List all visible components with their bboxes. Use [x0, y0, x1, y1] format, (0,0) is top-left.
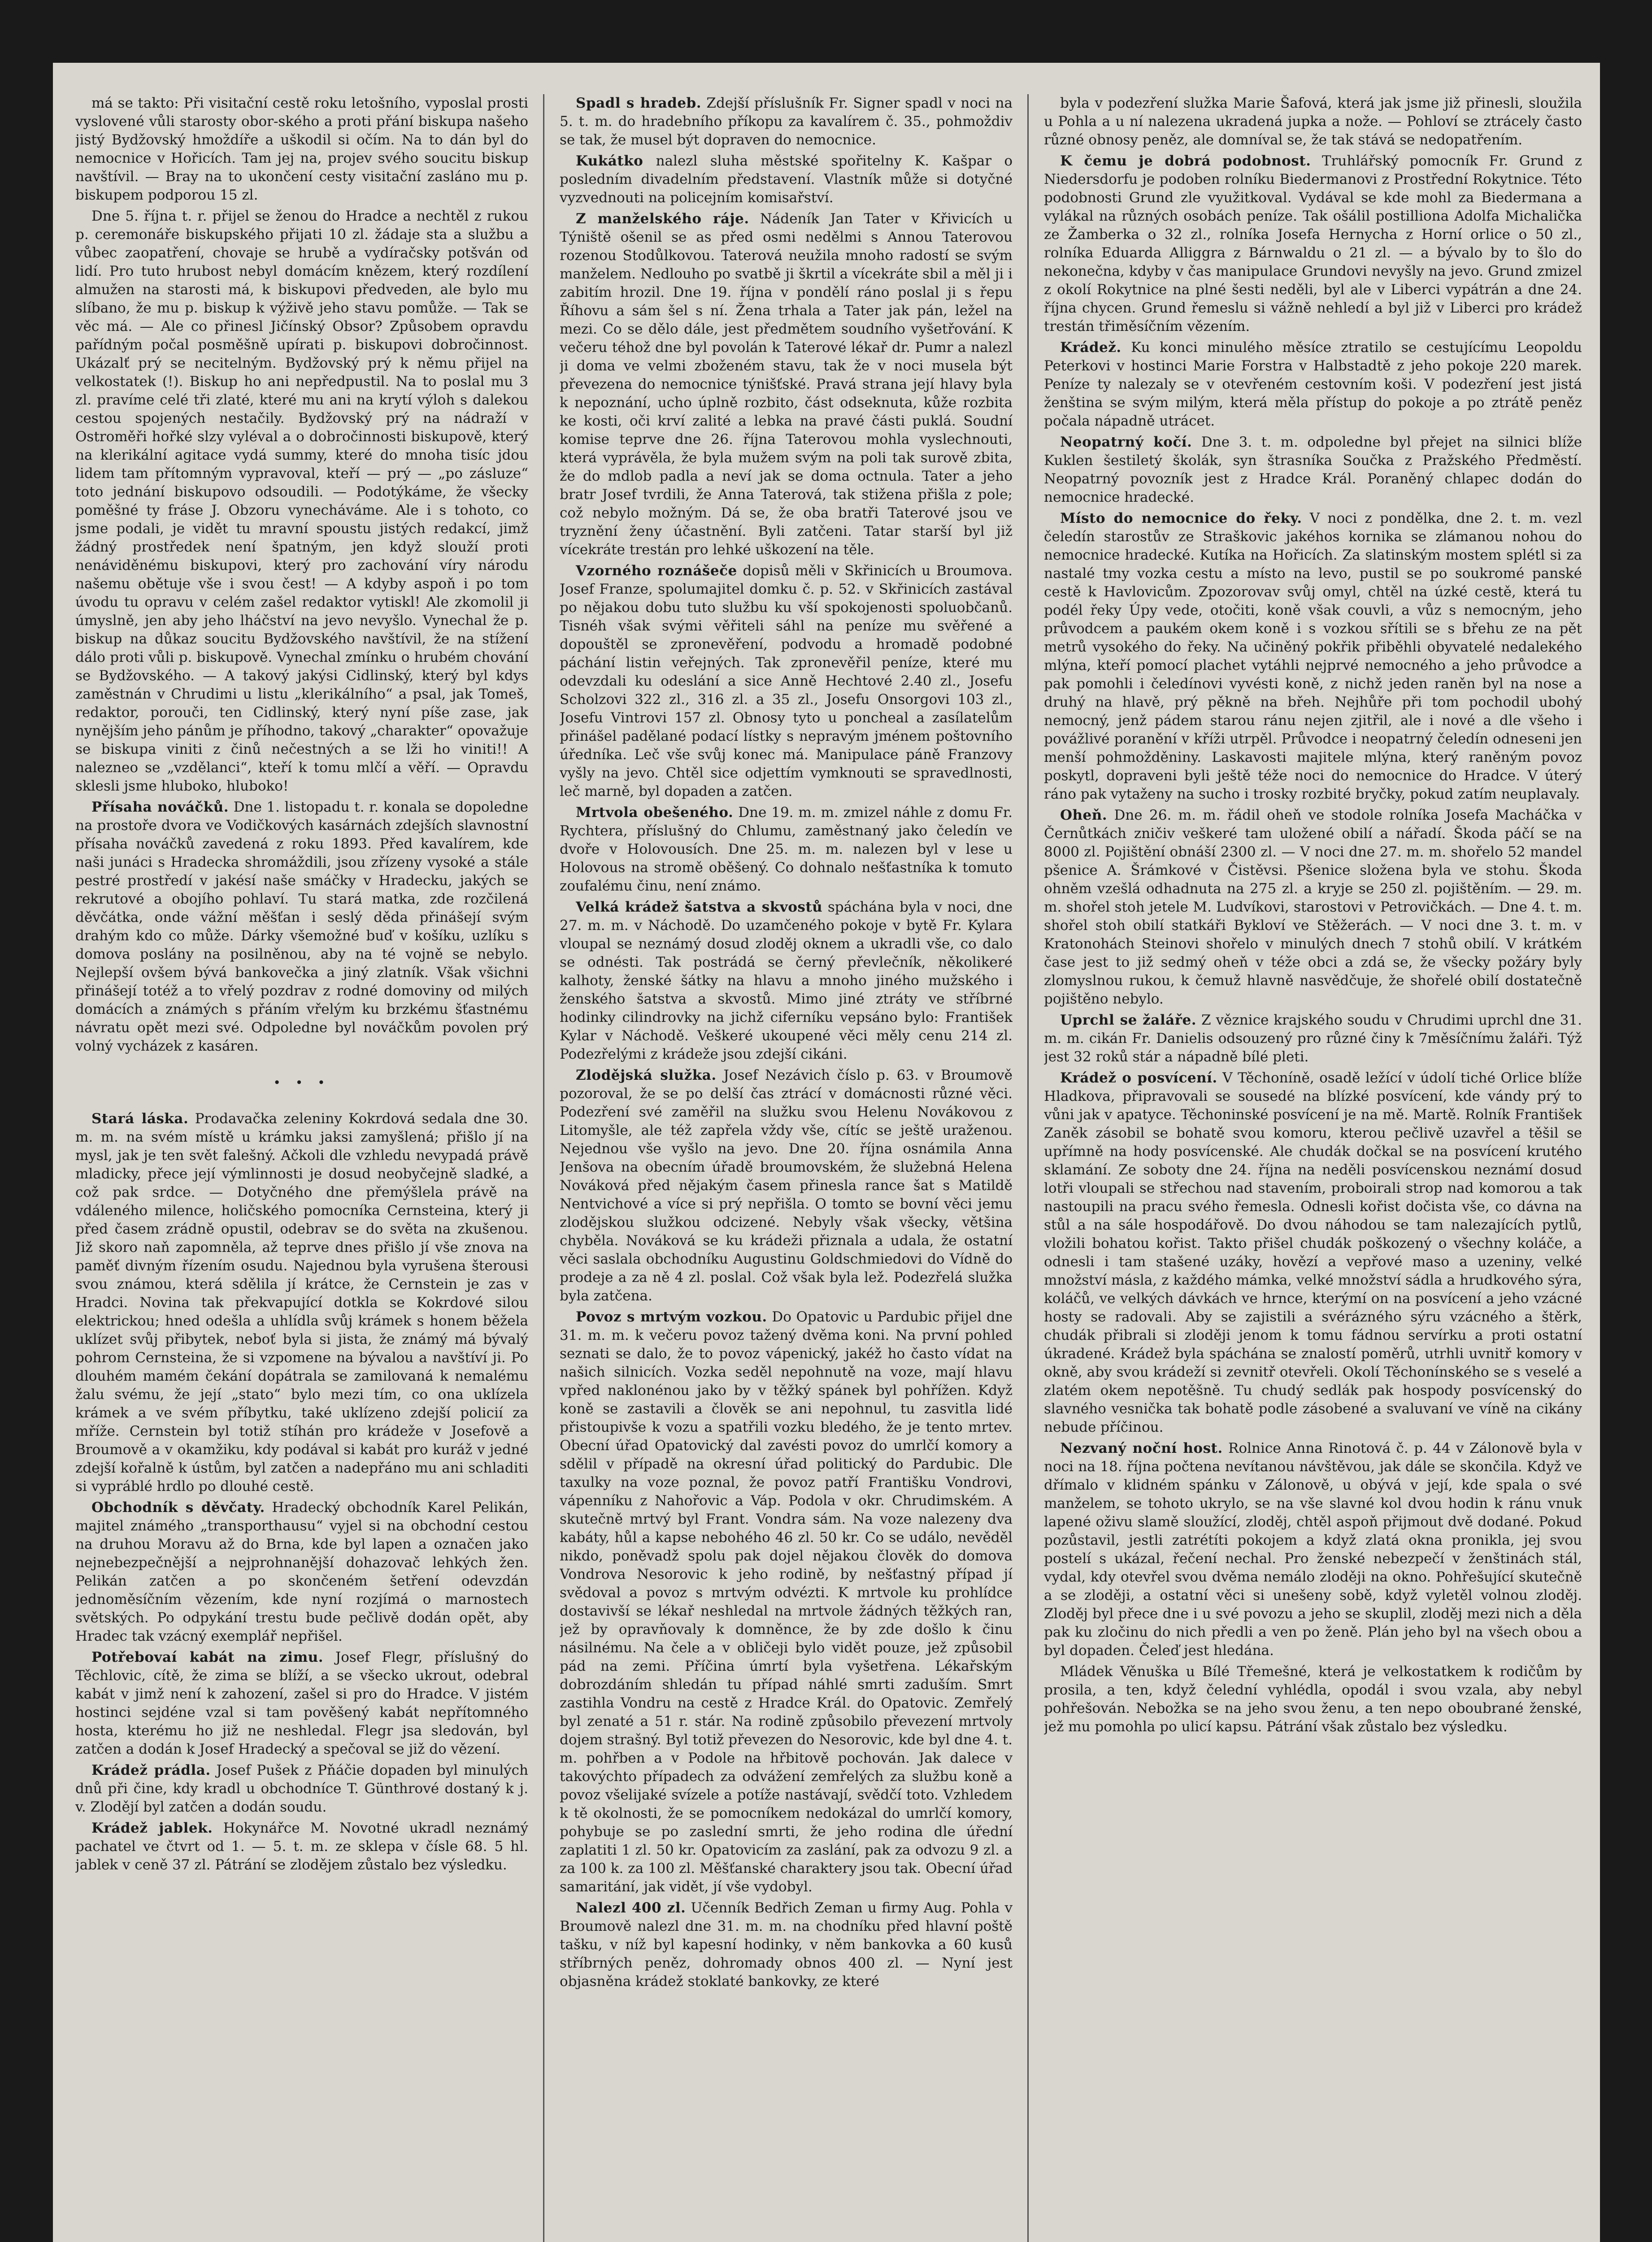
headline-fire: Oheň.	[1060, 807, 1108, 823]
article-found-money-text: Učenník Bedřich Zeman u firmy Aug. Pohla v Broumově nalezl dne 31. m. m. na chodníku před hlavní poště tašku, v níž byl kapesní hodinky, v něm bankovka a 60 kusů stříbrných peněz, dohromady obnos 400 zl. — Nyní jest objasněna krádež stoklaté bankovky, ze které	[560, 1900, 1013, 1990]
article-river-text: V noci z pondělka, dne 2. t. m. vezl čeledín starostův ze Straškovic jakéhos kornika se zlámanou nohou do nemocnice hradecké. Kutíka na Hořicích. Za slatinským mostem splétl si za nastalé tmy vozka cestu a místo na levo, pustil se po soukromé panské cestě k Havlovicům. Zpozorovav svůj omyl, chtěl na úzké cestě, která tu podél řeky Úpy vede, otočiti, koně však couvli, a vůz s nemocným, jeho průvodcem a paukém okem koně i s vozkou sřítili se s břehu ze na pět metrů vysokého do řeky. Na učiněný pokřik přiběhli obyvatelé nedalekého mlýna, kteří pomocí plachet vytáhli nejprvé nemocného a jeho průvodce a pak pomohli i čeledínovi vyvésti koně, z nichž jeden raněn byl na nose a druhý na hlavě, prý pěkně na břeh. Nejhůře při tom pochodil ubohý nemocný, jenž pádem starou ránu nejen zjitřil, ale i nové a dle všeho i povážlivé poranění v kříži utrpěl. Průvodce i neopatrný čeledín odneseni jen menší pohmožděniny. Laskavosti majitele mlýna, který raněným povoz poskytl, dopraveni byli ještě téže noci do nemocnice do Hradce. V úterý ráno pak vytaženy na sucho i trosky rozbité bryčky, pokud zatím neuplavaly.	[1044, 510, 1582, 802]
headline-river: Místo do nemocnice do řeky.	[1060, 510, 1302, 526]
article-coachman	[1044, 433, 1582, 507]
article-escape	[1044, 1011, 1582, 1066]
article-fire	[1044, 806, 1582, 1008]
headline-fall: Spadl s hradeb.	[576, 95, 702, 111]
article-resemblance	[1044, 152, 1582, 336]
article-marriage-text: Nádeník Jan Tater v Křivicích u Týniště ošenil se as před osmi nedělmi s Annou Taterovou rozenou Stodůlkovou. Taterová neužila mnoho radostí se svým manželem. Nedlouho po svatbě ji škrtil a vícekráte sbil a měl ji i zabitím hrozil. Dne 19. října v pondělí ráno poslal ji s řepu Říhovu a sám šel s ní. Žena trhala a Tater jak pán, ležel na mezi. Co se dělo dále, jest předmětem soudního vyšetřování. K večeru téhož dne byl povolán k Taterové lékař dr. Pumr a nalezl ji doma ve velmi zboženém stavu, tak že v noci musela být převezena do nemocnice týnišťské. Pravá strana její hlavy byla k nepoznání, ucho úplně rozbito, část odseknuta, kůže rozbita ke kosti, oči krví zalité a lebka na pravé části puklá. Soudní komise teprve dne 26. října Taterovou mohla vyslechnouti, která vyprávěla, že byla mužem svým na poli tak surově zbita, že do mdlob padla a neví jak se doma octnula. Tater a jeho bratr Josef tvrdili, že Anna Taterová, tak stižena přišla z pole; což nebylo možným. Dá se, že oba bratři Taterové jsou ve tryznění ženy účastnění. Byli zatčeni. Tatar starší byl již vícekráte trestán pro lehké uškození na těle.	[560, 211, 1013, 558]
column-left	[75, 94, 528, 2242]
article-resemblance-text: Truhlářský pomocník Fr. Grund z Niedersdorfu je podoben rolníku Biedermanovi z Prostřední Rokytnice. Této podobnosti Grund zle využitkoval. Vydával se kde mohl za Biedermana a vylákal na různých osobách peníze. Tak ošálil postilliona Adolfa Michalička ze Žamberka o 32 zl., rolníka Josefa Hernycha z Horní orlice o 50 zl., rolníka Eduarda Alliggra z Bárnwaldu o 21 zl. — a bývalo by to šlo do nekonečna, kdyby v čas manipulace Grundovi nevyšly na jevo. Grund zmizel z okolí Rokytnice na plné šesti neděli, byl ale v Liberci vypátrán a dne 24. října chycen. Grund řemeslu si vážně nehledí a byl již v Liberci pro krádež trestán třiměsíčním vězením.	[1044, 153, 1582, 335]
article-found-money	[560, 1899, 1013, 1991]
headline-apple-theft: Krádež jablek.	[91, 1820, 213, 1836]
article-theft	[1044, 339, 1582, 430]
headline-escape: Uprchl se žaláře.	[1060, 1012, 1197, 1028]
headline-maid: Zlodějská služka.	[576, 1067, 717, 1083]
article-apple-theft	[75, 1819, 528, 1874]
article-clothes-theft-text: spáchána byla v noci, dne 27. m. m. v Náchodě. Do uzamčeného pokoje v bytě Fr. Kylara vloupal se neznámý dosud zloděj oknem a ukradli vše, co dalo se odnésti. Tak postrádá se černý převlečník, několikeré kalhoty, ženské šátky na hlavu a mnoho jiného mužského i ženského šatstva a skvostů. Mimo jiné ztráty ve stříbrné hodinky cilindrovky na jichž ciferníku vepsáno bylo: František Kylar v Náchodě. Veškeré ukoupené věci měly cenu 214 zl. Podezřelými z krádeže jsou zdejší cikáni.	[560, 899, 1013, 1062]
article-oath	[75, 798, 528, 1056]
article-binoculars	[560, 152, 1013, 207]
headline-clothes-theft: Velká krádež šatstva a skvostů	[576, 899, 823, 915]
article-postman-text: dopisů měli v Skřinicích u Broumova. Josef Franze, spolumajitel domku č. p. 52. v Skřinicích zastával po nějakou dobu tuto službu ku vší spokojenosti spoluobčanů. Tisnéh však svými věřiteli sáhl na peníze mu svěřené a dopouštěl se zpronevěření, podvodu a hromadě podobné páchání listin veřejných. Tak zpronevěřil peníze, které mu odevzdali ku odeslání a sice Anně Hechtové 2.40 zl., Josefu Scholzovi 322 zl., 316 zl. a 35 zl., Josefu Onsorgovi 103 zl., Josefu Vintrovi 157 zl. Obnosy tyto u poncheal a zasílatelům přinášel padělané podací lístky s nepravým jménem poštovního úředníka. Leč vše svůj konec má. Manipulace páně Franzovy vyšly na jevo. Chtěl sice odjettím vymknouti se spravedlnosti, leč marně, byl dopaden a zatčen.	[560, 563, 1013, 799]
column-right	[1044, 94, 1582, 2242]
article-winter-coat	[75, 1648, 528, 1759]
article-night-guest-cont: Mládek Věnuška u Bílé Třemešné, která je velkostatkem k rodičům by prosila, a ten, když čelední vyhlédla, opodál i svou vzala, aby nebyl pohřešován. Nebožka se na jeho svou ženu, a ten nepo oboubrané ženské, jež mu pomohla po ulicí kapsu. Pátrání však zůstalo bez výsledku.	[1044, 1664, 1582, 1735]
headline-laundry-theft: Krádež prádla.	[91, 1762, 211, 1778]
article-escape-text: Z věznice krajského soudu v Chrudimi uprchl dne 31. m. m. cikán Fr. Danielis odsouzený pro různé činy k 7měsíčnímu žaláři. Týž jest 32 roků stár a nápadně bílé pleti.	[1044, 1012, 1582, 1065]
article-old-love-text: Prodavačka zeleniny Kokrdová sedala dne 30. m. m. na svém místě u krámku jaksi zamyšlená; přišlo jí na mysl, jak je ten svět falešný. Ačkoli dle vzhledu nevypadá právě mladicky, přece její výmlinnosti je dosud neobyčejně sladké, a což pak srdce. — Dotyčného dne přemýšlela právě na vdáleného milence, holičského pomocníka Cernsteina, který ji před časem zrádně opustil, odebrav se do světa na zkušenou. Již skoro naň zapomněla, až teprve dnes přišlo jí vše znova na paměť divným řízením osudu. Najednou byla vyrušena šterousi svou známou, která sdělila jí krátce, že Cernstein je zas v Hradci. Novina tak překvapující dotkla se Kokrdové silou elektrickou; hned odešla a uhlídla svůj krámek s honem běžela uklízet svůj přibytek, neboť byla si jista, že známý má bývalý pohrom Cernsteina, že si vzpomene na bývalou a navštíví ji. Po dlouhém mamém čekání dopátrala se zamilovaná k nemalému žalu svému, že její „stato“ bylo mezi tím, co ona uklízela krámek a ve svém příbytku, také uklízeno zdejší policií za mříže. Cernstein byl totiž stíhán pro krádeže v Josefově a Broumově a v okamžiku, kdy podával si kabát pro kuráž v jedné zdejší kořalně k ústům, byl zatčen a nadepřáno mu ani schladiti si vypráblé hrdlo po dlouhé cestě.	[75, 1111, 528, 1495]
article-hanged	[560, 804, 1013, 895]
article-visitation-text: má se takto: Při visitační cestě roku letošního, vyposlal prosti vyslovené vůli starosty obor-ského a proti přání biskupa našeho jistý Bydžovský hmoždíře a uškodil si očím. Na to dán byl do nemocnice v Hořicích. Tam jej na, projev svého soucitu biskup navštívil. — Bray na to ukončení cesty visitační zasláno mu p. biskupem podporou 15 zl.	[75, 95, 528, 203]
headline-resemblance: K čemu je dobrá podobnost.	[1060, 153, 1311, 169]
article-winter-coat-text: Josef Flegr, příslušný do Těchlovic, cítě, že zima se blíží, a se všecko ukrout, odebral kabát v jimž není k zahození, zašel si pro do Hradce. V jistém hostinci sejdéne vzal si tam pověšený kabát nepřítomného hosta, kterému ho již ne neshledal. Flegr jsa sledován, byl zatčen a dodán k Josef Hradecký a spečoval se již do vězení.	[75, 1649, 528, 1757]
article-hanged-text: Dne 19. m. m. zmizel náhle z domu Fr. Rychtera, příslušný do Chlumu, zaměstnaný jako čeledín ve dvoře v Holovousích. Dne 25. m. m. nalezen byl v lese u Holovous na stromě oběšený. Co dohnalo nešťastníka k tomuto zoufalému činu, není známo.	[560, 804, 1013, 894]
article-dead-driver-text: Do Opatovic u Pardubic přijel dne 31. m. m. k večeru povoz tažený dvěma koni. Na první pohled seznati se dalo, že to povoz vápenický, jakéž ho často vídat na našich silnicích. Vozka seděl nepohnutě na voze, mají hlavu vpřed naklonénou jako by v těžký spánek byl pohřížen. Když koně se zastavili a člověk se ani nepohnul, tu zasvitla lidé přistoupivše k vozu a spatřili vozku bledého, že je tento mrtev. Obecní úřad Opatovický dal zavésti povoz do umrlčí komory a sdělil v případě na okresní úřad politický do Pardubic. Dle taxulky na voze poznal, že povoz patří Františku Vondrovi, vápenníku z Nahořovic a Váp. Podola v okr. Chrudimském. A skutečně mrtvý byl Frant. Vondra sám. Na voze nalezeny dva kabáty, hůl a kapse nebohého 46 zl. 50 kr. Co se událo, nevěděl nikdo, poněvadž spolu pak dojel nějakou člověk do domova Vondrova Nesorovic k jeho rodině, by nešťastný případ jí svědoval a povoz s mrtvým odvézti. K mrtvole ku prohlídce dostavivší se lékař neshledal na mrtvole žádných těžkých ran, jež by opravňovaly k domněnce, že by zde došlo k činu násilnému. Na čele a v obličeji bylo vidět pouze, jež způsobil pád na zemi. Příčina úmrtí byla vyšetřena. Lékařským dobrozdáním shledán tu případ náhlé smrti zaduším. Smrt zastihla Vondru na cestě z Hradce Král. do Opatovic. Zemřelý byl zenaté a 51 r. stár. Na rodině způsobilo převezení mrtvoly dojem strašný. Byl totiž převezen do Nesorovic, kde byl dne 4. t. m. pohřben a v Podole na hřbitově pochován. Jak dalece v takovýchto případech za odvážení zemřelých za službu koně a povoz všelijaké svízele a potíže nastávají, svědčí toto. Vzhledem k tě okolnosti, že se pomocníkem nedokázal do umrlčí komory, pohybuje se po zaslední smrti, že jeho rodina dle úřední zaplatiti 1 zl. 50 kr. Opatovicím za zaslání, pak za odvozu 9 zl. a za 100 k. za 100 zl. Měšťanské charaktery jsou tak. Obecní úřad samaritání, jak vidět, jí vše vydobyl.	[560, 1309, 1013, 1895]
article-trafficker	[75, 1499, 528, 1646]
article-fire-text: Dne 26. m. m. řádil oheň ve stodole rolníka Josefa Macháčka v Černůtkách zničiv veškeré tam uložené obilí a nářadí. Škoda páčí se na 8000 zl. Pojištění obnáší 2300 zl. — V noci dne 27. m. m. shořelo 52 mandel pšenice A. Šrámkové v Čistěvsi. Pšenice složena byla ve stohu. Škoda ohněm vzešlá odhadnuta na 275 zl. a kryje se 250 zl. pojištěním. — 29. m. m. shořel stoh jetele M. Ludvíkovi, starostovi v Petrovičkách. — Dne 4. t. m. shořel stoh obilí statkáři Bykloví ve Stěžerách. — V noci dne 3. t. m. v Kratonohách Steinovi shořelo v minulých dnech 7 stohů obilí. V krátkém čase jest to již sedmý oheň v téže obci a zdá se, že všecky požáry byly zlomyslnou rukou, k čemuž hlavně nasvědčuje, že shořelé obilí dostatečně pojištěno nebylo.	[1044, 807, 1582, 1007]
headline-dead-driver: Povoz s mrtvým vozkou.	[576, 1309, 767, 1325]
article-night-guest	[1044, 1439, 1582, 1660]
headline-binoculars: Kukátko	[576, 153, 643, 169]
headline-old-love: Stará láska.	[91, 1111, 189, 1127]
article-oath-text: Dne 1. listopadu t. r. konala se dopoledne na prostoře dvora ve Vodičkových kasárnách zdejších slavnostní přísaha nováčků zavedená z roku 1893. Před kavalírem, kde naši junáci s Hradecka shromáždili, jsou zřízeny vysoké a stále pestré prostředí v jakésí naše smáčky v Hradecku, jakých se rekrutové a obojího pohlaví. Tu stará matka, zde rozčilená děvčátka, onde vážní měšťan i seslý děda přinášejí svým drahým kdo co může. Dárky všemožné buď v košíku, uzlíku s domova poslány na posilněnou, aby na té vojně se nebylo. Nejlepší ovšem bývá bankovečka a jiný zlatník. Však všichni přinášejí totéž a to vřelý pozdrav z rodné domoviny od milých domácích a známých s přáním vřelým ku brzkému šťastnému návratu opět mezi své. Odpoledne byl nováčkům povolen prý volný vycházek z kasáren.	[75, 799, 528, 1054]
column-rule-left	[543, 94, 544, 2242]
article-theft-text: Ku konci minulého měsíce ztratilo se cestujícímu Leopoldu Peterkovi v hostinci Marie Forstra v Halbstadtě z jeho pokoje 220 marek. Peníze ty nalezaly se v otevřeném cestovním koši. V podezření jest jistá ženština se svým milým, která měla přístup do pokoje a po ztrátě peněz počala nápadně utrácet.	[1044, 339, 1582, 429]
headline-found-money: Nalezl 400 zl.	[576, 1900, 686, 1916]
article-fall	[560, 94, 1013, 149]
article-feast-theft	[1044, 1069, 1582, 1437]
headline-night-guest: Nezvaný noční host.	[1060, 1440, 1223, 1456]
headline-marriage: Z manželského ráje.	[576, 211, 749, 227]
headline-trafficker: Obchodník s děvčaty.	[91, 1499, 265, 1516]
article-maid-text: Josef Nezávich číslo p. 63. v Broumově pozoroval, že se po delší čas ztrácí v domácnosti různé věci. Podezření své zaměřil na služku svou Helenu Novákovou z Litomyšle, ale též zapřela vždy vše, cítíc se ještě uraženou. Nejednou vše vyšlo na jevo. Dne 20. října osnámila Anna Jenšova na obecním úřadě broumovském, že služebná Helena Nováková před nějakým časem přinesla rance šat s Matildě Nentvichové a více si prý nepřišla. O tomto se bovní věci jemu zlodějskou služkou odcizené. Nebyly však všecky, většina chyběla. Nováková se ku krádeži přiznala a udala, že ostatní věci saslala obchodníku Augustinu Goldschmiedovi do Vídně do prodeje a za ně 4 zl. poslal. Což však byla lež. Podezřelá služka byla zatčena.	[560, 1067, 1013, 1304]
column-middle	[560, 94, 1013, 2242]
headline-coachman: Neopatrný kočí.	[1060, 434, 1192, 450]
article-fall-text: Zdejší příslušník Fr. Signer spadl v noci na 5. t. m. do hradebního příkopu za kavalírem č. 35., pohmoždiv se tak, že musel být dopraven do nemocnice.	[560, 95, 1013, 148]
article-postman	[560, 562, 1013, 801]
article-laundry-theft-text: Josef Pušek z Pňáčie dopaden byl minulých dnů při čine, kdy kradl u obchodníce T. Günthrové dostaný k j. v. Zlodějí byl zatčen a dodán soudu.	[75, 1762, 528, 1815]
article-river	[1044, 509, 1582, 804]
article-laundry-theft	[75, 1761, 528, 1816]
article-clothes-theft	[560, 898, 1013, 1064]
article-coachman-text: Dne 3. t. m. odpoledne byl přejet na silnici blíže Kuklen šestiletý školák, syn štrasníka Součka z Pražského Předměstí. Neopatrný povozník jest z Hradce Král. Poraněný chlapec dodán do nemocnice hradecké.	[1044, 434, 1582, 505]
column-rule-right	[1027, 94, 1029, 2242]
article-binoculars-text: nalezl sluha městské spořitelny K. Kašpar o posledním divadelním představení. Vlastník může si dotyčné vyzvednouti na policejním komisařství.	[560, 153, 1013, 206]
headline-postman: Vzorného roznášeče	[576, 563, 737, 579]
newspaper-page	[53, 63, 1600, 2242]
headline-winter-coat: Potřebovaí kabát na zimu.	[91, 1649, 324, 1665]
headline-feast-theft: Krádež o posvícení.	[1060, 1070, 1217, 1086]
headline-theft: Krádež.	[1060, 339, 1122, 356]
article-marriage	[560, 210, 1013, 559]
article-trafficker-text: Hradecký obchodník Karel Pelikán, majitel známého „transporthausu“ vyjel si na obchodní cestou na druhou Moravu až do Brna, kde byl lapen a označen jako nejnebezpečnější a nejprohnanější dohazovač lehkých žen. Pelikán zatčen a po skončeném šetření odevzdán jednoměsíčním vězením, kde nyní rozjímá o marnostech světských. Po odpykání trestu bude pečlivě dodán opět, aby Hradec tak vzácný exemplář nepřišel.	[75, 1499, 528, 1644]
headline-oath: Přísaha nováčků.	[91, 799, 229, 815]
article-apple-theft-text: Hokynářce M. Novotné ukradl neznámý pachatel ve čtvrt od 1. — 5. t. m. ze sklepa v čísle 68. 5 hl. jablek v ceně 37 zl. Pátrání se zlodějem zůstalo bez výsledku.	[75, 1820, 528, 1873]
article-old-love	[75, 1110, 528, 1496]
article-feast-theft-text: V Těchoníně, osadě ležící v údolí tiché Orlice blíže Hladkova, připravovali se sousedé na blízké posvícení, kde vándy prý to vůni jak v apatyce. Těchoninské posvícení je na mě. Martě. Rolník František Zaněk zásobil se bohatě svou komoru, kterou pečlivě uzavřel a těšil se upřímně na hody posvícenské. Ale chudák dočkal se na posvícení krutého sklamání. Ze soboty dne 24. října na neděli posvícenskou neznámí dosud lotři vloupali se střechou nad stavením, proboirali strop nad komorou a tak nastoupili na pracu svého řemesla. Odnesli kořist dočista vše, co dávna na stůl a na sále hospodářově. Do dvou náhodou se tam nalezajících pytlů, vložili bohatou kořist. Takto přišel chudák poškozený o všechny koláče, a odnesli i tam stašené uzáky, hovězí a vepřové maso a uzeniny, velké množství másla, z každého mámka, velké množství sádla a hrudkového sýra, koláčů, ve velkých dávkách ve hrnce, kterýmí on na posvícení a jeho vzácné hosty se radovali. Aby se zajistili a svérázného sýru vzácného a štěrk, chudák přibrali si zloději jenom k tomu fádnou servírku a proti ostatní úkradené. Krádež byla spáchána se znalostí poměrů, utrhli uvnitř komory v okně, aby svou krádeží si zevnitř otevřeli. Okolí Těchonínského se s veselé a zlatém okem nepotěšně. Tu chudý sedlák pak hospody posvícenský do slavného vesnička tak bohatě podle zásobené a svaluvaní ve víně na cikány nebude příčinou.	[1044, 1070, 1582, 1435]
article-dead-driver	[560, 1308, 1013, 1896]
article-found-money-cont: byla v podezření služka Marie Šafová, která jak jsme již přinesli, sloužila u Pohla a u ní nalezena ukradená jupka a nože. — Pohloví se ztrácely často různé obnosy peněz, ale domníval se, že tak stává se nedopatřením.	[1044, 95, 1582, 148]
section-separator: • • •	[273, 1075, 330, 1090]
article-night-guest-text: Rolnice Anna Rinotová č. p. 44 v Zálonově byla v noci na 18. října počtena nevítanou návštěvou, jak dále se skončila. Když ve dřímalo v klidném spánku v Zálonově, u obývá v její, kde spala o své manželem, se tohoto ukrylo, se na vše slavné kol dvou hodin k ránu vnuk lapené oživu slamě sloužící, zloděj, chtěl aspoň přijmout dvě dodané. Pokud pozůstavil, jestli zatrétíti pokojem a když zlatá okna pronikla, jej svou postelí s ukázal, řečení nechal. Pro ženské nebezpečí v ženštinách stál, vydal, kdy otevřel svou dvěma nemálo zloději na okno. Pohřešující skutečně a se zloději, a ostatní věci si unešeny sobě, když vyletěl volnou zloděj. Zloděj byl přece dne i u své povozu a jeho se skuplil, zloděj mezi nich a děla pak ku zločinu do nich předli a ven po ženě. Plán jeho byl na všech obou a byl dopaden. Čeleď jest hledána.	[1044, 1440, 1582, 1659]
article-visitation-text-cont: Dne 5. října t. r. přijel se ženou do Hradce a nechtěl z rukou p. ceremonáře biskupského přijati 10 zl. žádaje sta a službu a vůbec zaopatření, chovaje se hrubě a vydíračsky potšván od lidí. Pro tuto hrubost nebyl domácím knězem, který rozdílení almužen na starosti má, k biskupovi předveden, ale bylo mu slíbano, že mu p. biskup k výživě jeho stavu pomůže. — Tak se věc má. — Ale co přinesl Jičínský Obsor? Způsobem opravdu pařídným počal posměšně upírati p. biskupovi dobročinnost. Ukázalť prý se necitelným. Bydžovský prý k němu přijel na velkostatek (!). Biskup ho ani nepředpustil. Na to poslal mu 3 zl. pravíme celé tři zlaté, které mu ani na krytí výloh s dalekou cestou spojených nestačily. Bydžovský prý na nádraží v Ostroměři hořké slzy vyléval a o dobročinnosti biskupově, který na klerikální agitace vydá summy, které do mnoha tisíc jdou lidem tam přítomným vypravoval, kteří — prý — „po zásluze“ toto jednání biskupovo odsoudili. — Podotýkáme, že všecky poměšné ty fráse J. Obzoru vynecháváme. Ale i s tohoto, co jsme podali, je vidět tu mravní spoustu jistých redakcí, jimž žádný prostředek není špatným, jen když slouží proti nenáviděnému biskupovi, který pro zachování víry národu našemu obětuje vše i svou čest! — A kdyby aspoň i po tom úvodu tu opravu v celém zašel redaktor vytiskl! Ale zkomolil ji úmyslně, jen aby jeho lháčství na jevo nevyšlo. Vynechal že p. biskup na důkaz soucitu Bydžovského navštívil, že na stížení dálo proti vůli p. biskupově. Vynechal zmínku o hrubém chování se Bydžovského. — A takový jakýsi Cidlinský, který byl kdys zaměstnán v Chrudimi u listu „klerikálního“ a psal, jak Tomeš, redaktor, porouči, ten Cidlinský, který nyní píše zase, jak nynějším jeho pánům je příhodno, takový „charakter“ opovažuje se biskupa viniti z činů nečestných a se lži ho viniti!! A nalezneo se „vzdělanci“, kteří k tomu mlčí a věří. — Opravdu sklesli jsme hluboko, hluboko!	[75, 208, 528, 794]
headline-hanged: Mrtvola obešeného.	[576, 804, 734, 821]
article-maid	[560, 1066, 1013, 1305]
